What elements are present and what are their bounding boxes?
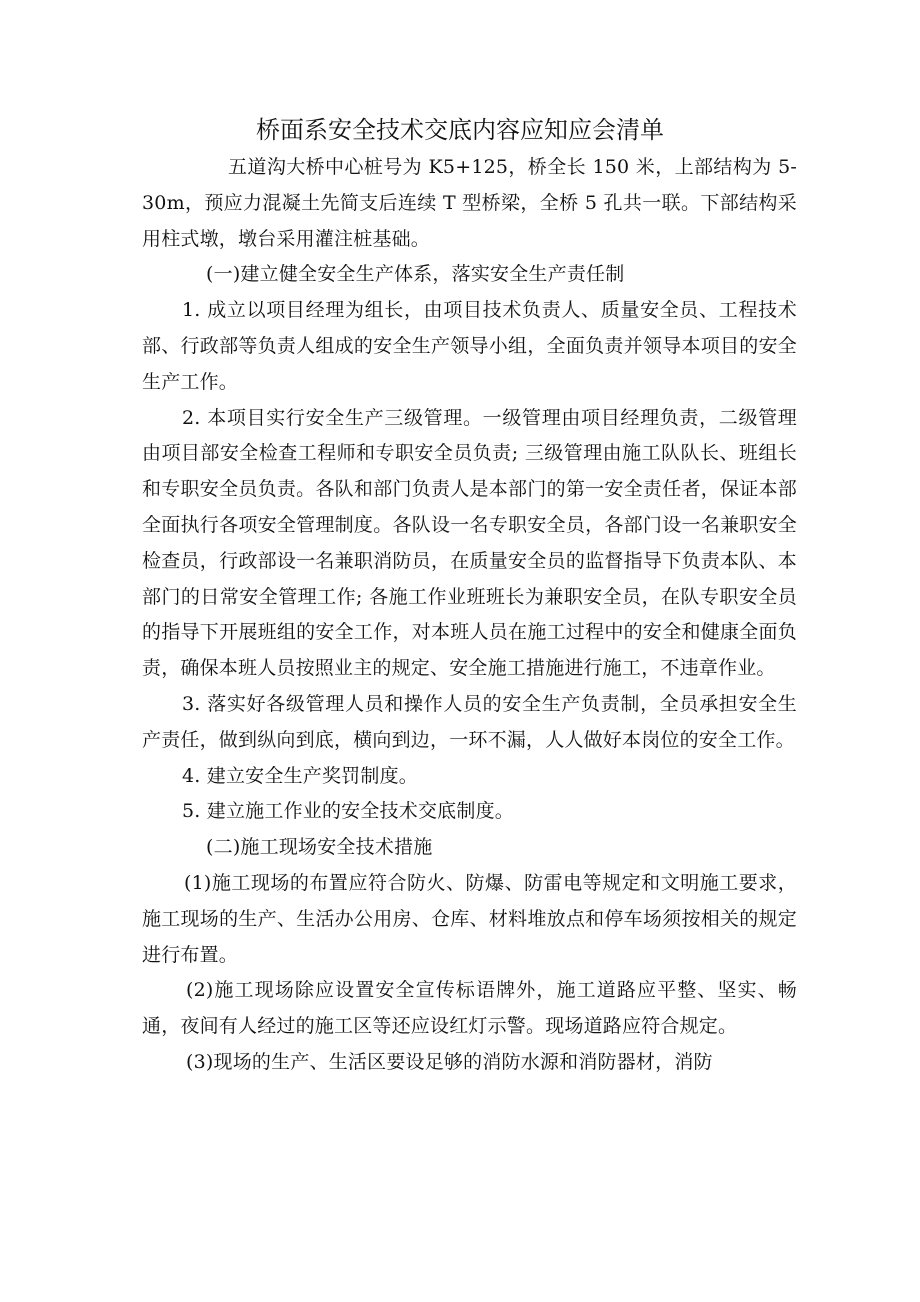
section-heading-1: (一)建立健全安全生产体系，落实安全生产责任制: [206, 263, 625, 286]
section-heading-2: (二)施工现场安全技术措施: [206, 836, 433, 859]
paragraph-item-1: 1. 成立以项目经理为组长，由项目技术负责人、质量安全员、工程技术部、行政部等负责人组成的安全生产领导小组，全面负责并领导本项目的安全生产工作。: [142, 299, 797, 393]
paragraph-item-5: 5. 建立施工作业的安全技术交底制度。: [182, 800, 514, 823]
paragraph-item-2: 2. 本项目实行安全生产三级管理。一级管理由项目经理负责，二级管理由项目部安全检查工程师和专职安全员负责; 三级管理由施工队队长、班组长和专职安全员负责。各队和部门负责人是本部门的第一安全责任者，保证本部全面执行各项安全管理制度。各队设一名专职安全员，各部门设一名兼职安全检查员，行政部设一名兼职消防员，在质量安全员的监督指导下负责本队、本部门的日常安全管理工作; 各施工作业班班长为兼职安全员，在队专职安全员的指导下开展班组的安全工作，对本班人员在施工过程中的安全和健康全面负责，确保本班人员按照业主的规定、安全施工措施进行施工，不违章作业。: [142, 406, 797, 680]
paragraph-sub-2: (2)施工现场除应设置安全宣传标语牌外，施工道路应平整、坚实、畅通，夜间有人经过的施工区等还应设红灯示警。现场道路应符合规定。: [142, 979, 797, 1038]
document-title: 桥面系安全技术交底内容应知应会清单: [256, 116, 664, 144]
paragraph-sub-1: (1)施工现场的布置应符合防火、防爆、防雷电等规定和文明施工要求，施工现场的生产、生活办公用房、仓库、材料堆放点和停车场须按相关的规定进行布置。: [142, 871, 797, 966]
paragraph-item-3: 3. 落实好各级管理人员和操作人员的安全生产负责制，全员承担安全生产责任，做到纵向到底，横向到边，一环不漏，人人做好本岗位的安全工作。: [142, 692, 797, 751]
paragraph-item-4: 4. 建立安全生产奖罚制度。: [182, 764, 418, 787]
document-body: [142, 150, 797, 1081]
paragraph-sub-3: (3)现场的生产、生活区要设足够的消防水源和消防器材，消防: [186, 1050, 713, 1073]
paragraph-intro: 五道沟大桥中心桩号为 K5+125，桥全长 150 米，上部结构为 5-30m，预应力混凝土先简支后连续 T 型桥梁，全桥 5 孔共一联。下部结构采用柱式墩，墩台采用灌注桩基础。: [142, 156, 797, 250]
